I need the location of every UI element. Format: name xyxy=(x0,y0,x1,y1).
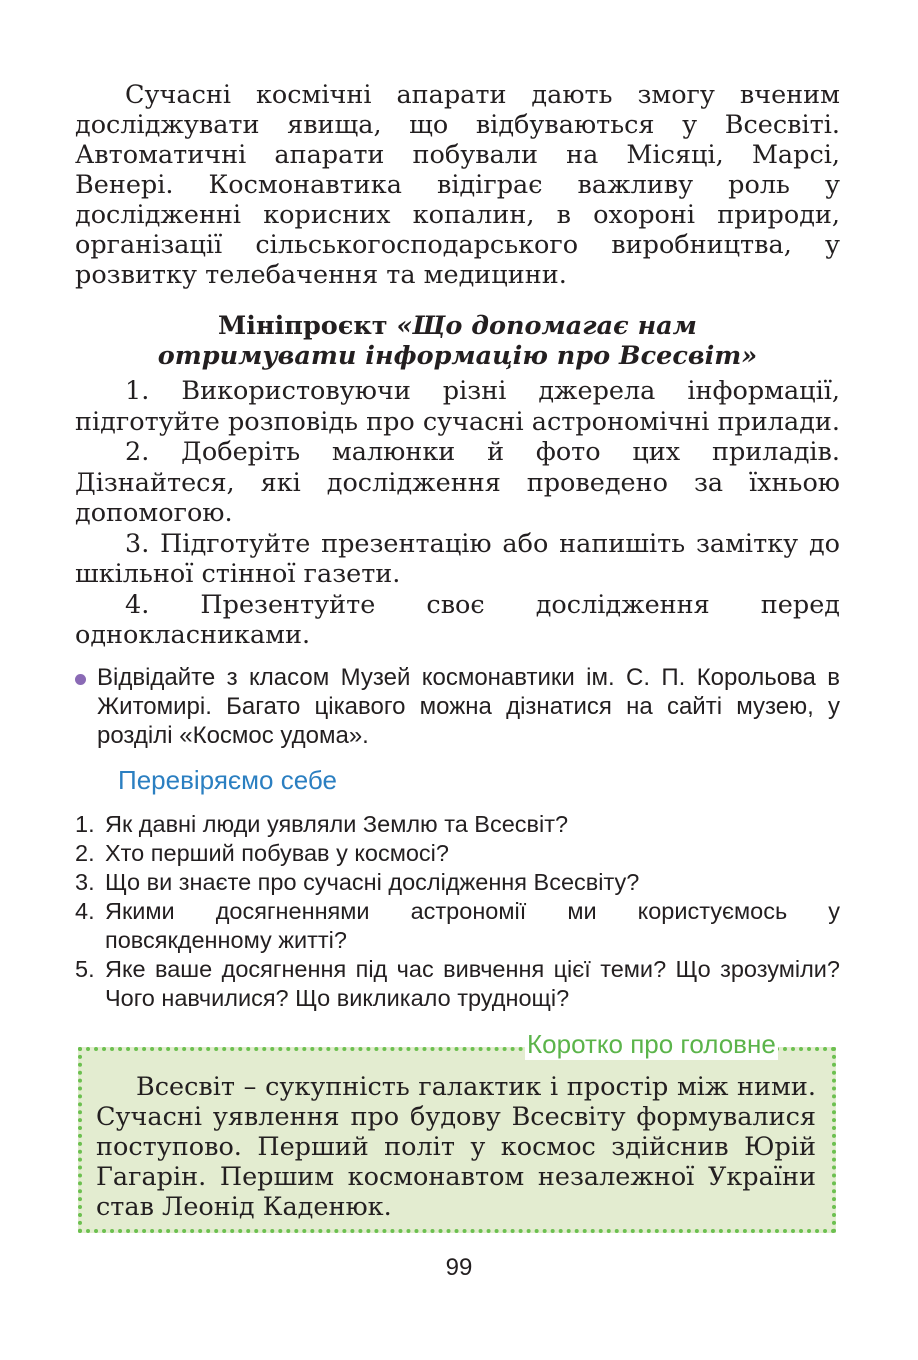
check-yourself-heading: Перевіряємо себе xyxy=(118,765,337,795)
question-item xyxy=(75,868,840,897)
intro-paragraph: Сучасні космічні апарати дають змогу вченим досліджувати явища, що відбуваються у Всесвіті. Автоматичні апарати побували на Місяці, Марсі, Венері. Космонавтика відіграє важливу роль у дослідженні корисних копалин, в охороні природи, організації сільськогосподарського виробництва, у розвитку телебачення та медицини. xyxy=(75,80,840,290)
miniproject-title-line2: отримувати інформацію про Всесвіт» xyxy=(157,341,758,371)
question-text: Яке ваше досягнення під час вивчення цієї теми? Що зрозуміли? Чого навчилися? Що викликало труднощі? xyxy=(105,956,840,1011)
question-item xyxy=(75,897,840,955)
question-text: Як давні люди уявляли Землю та Всесвіт? xyxy=(105,811,569,837)
question-number: 2. xyxy=(75,840,95,866)
miniproject-task-list xyxy=(75,376,840,651)
question-item xyxy=(75,839,840,868)
museum-visit-note xyxy=(75,663,840,750)
page-number: 99 xyxy=(445,1254,473,1281)
miniproject-label: Мініпроєкт xyxy=(218,311,388,341)
task-item xyxy=(75,590,840,651)
task-text: Використовуючи різні джерела інформації, підготуйте розповідь про сучасні астрономічні прилади. xyxy=(75,376,841,437)
bullet-dot-icon xyxy=(75,674,86,685)
task-text: Підготуйте презентацію або напишіть замітку до шкільної стінної газети. xyxy=(75,528,841,589)
question-number: 4. xyxy=(75,898,95,924)
question-text: Якими досягненнями астрономії ми користуємось у повсякденному житті? xyxy=(105,898,840,953)
task-item xyxy=(75,529,840,590)
task-text: Презентуйте своє дослідження перед однокласниками. xyxy=(75,589,841,650)
question-item xyxy=(75,810,840,839)
question-number: 3. xyxy=(75,869,95,895)
task-number: 4. xyxy=(125,589,150,620)
task-number: 1. xyxy=(125,376,150,406)
check-yourself-questions xyxy=(75,810,840,1013)
task-number: 3. xyxy=(125,528,150,559)
summary-text-block xyxy=(96,1072,816,1222)
summary-heading: Коротко про головне xyxy=(527,1029,776,1059)
question-text: Хто перший побував у космосі? xyxy=(105,840,449,866)
task-item xyxy=(75,376,840,437)
task-item xyxy=(75,437,840,529)
question-number: 1. xyxy=(75,811,95,837)
museum-visit-text: Відвідайте з класом Музей космонавтики ім. С. П. Корольова в Житомирі. Багато цікавого можна дізнатися на сайті музею, у розділі «Космос удома». xyxy=(97,664,840,749)
question-number: 5. xyxy=(75,956,95,982)
question-item xyxy=(75,955,840,1013)
summary-text: Всесвіт – сукупність галактик і простір між ними. Сучасні уявлення про будову Всесвіту формувалися поступово. Перший політ у космос здійснив Юрій Гагарін. Першим космонавтом незалежної України став Леонід Каденюк. xyxy=(96,1072,816,1222)
miniproject-title-line1: «Що допомагає нам xyxy=(396,311,697,341)
miniproject-title xyxy=(75,311,840,371)
task-text: Доберіть малюнки й фото цих приладів. Дізнайтеся, які дослідження проведено за їхньою допомогою. xyxy=(75,437,841,528)
intro-paragraph-block xyxy=(75,80,840,290)
task-number: 2. xyxy=(125,437,150,467)
question-text: Що ви знаєте про сучасні дослідження Всесвіту? xyxy=(105,869,640,895)
